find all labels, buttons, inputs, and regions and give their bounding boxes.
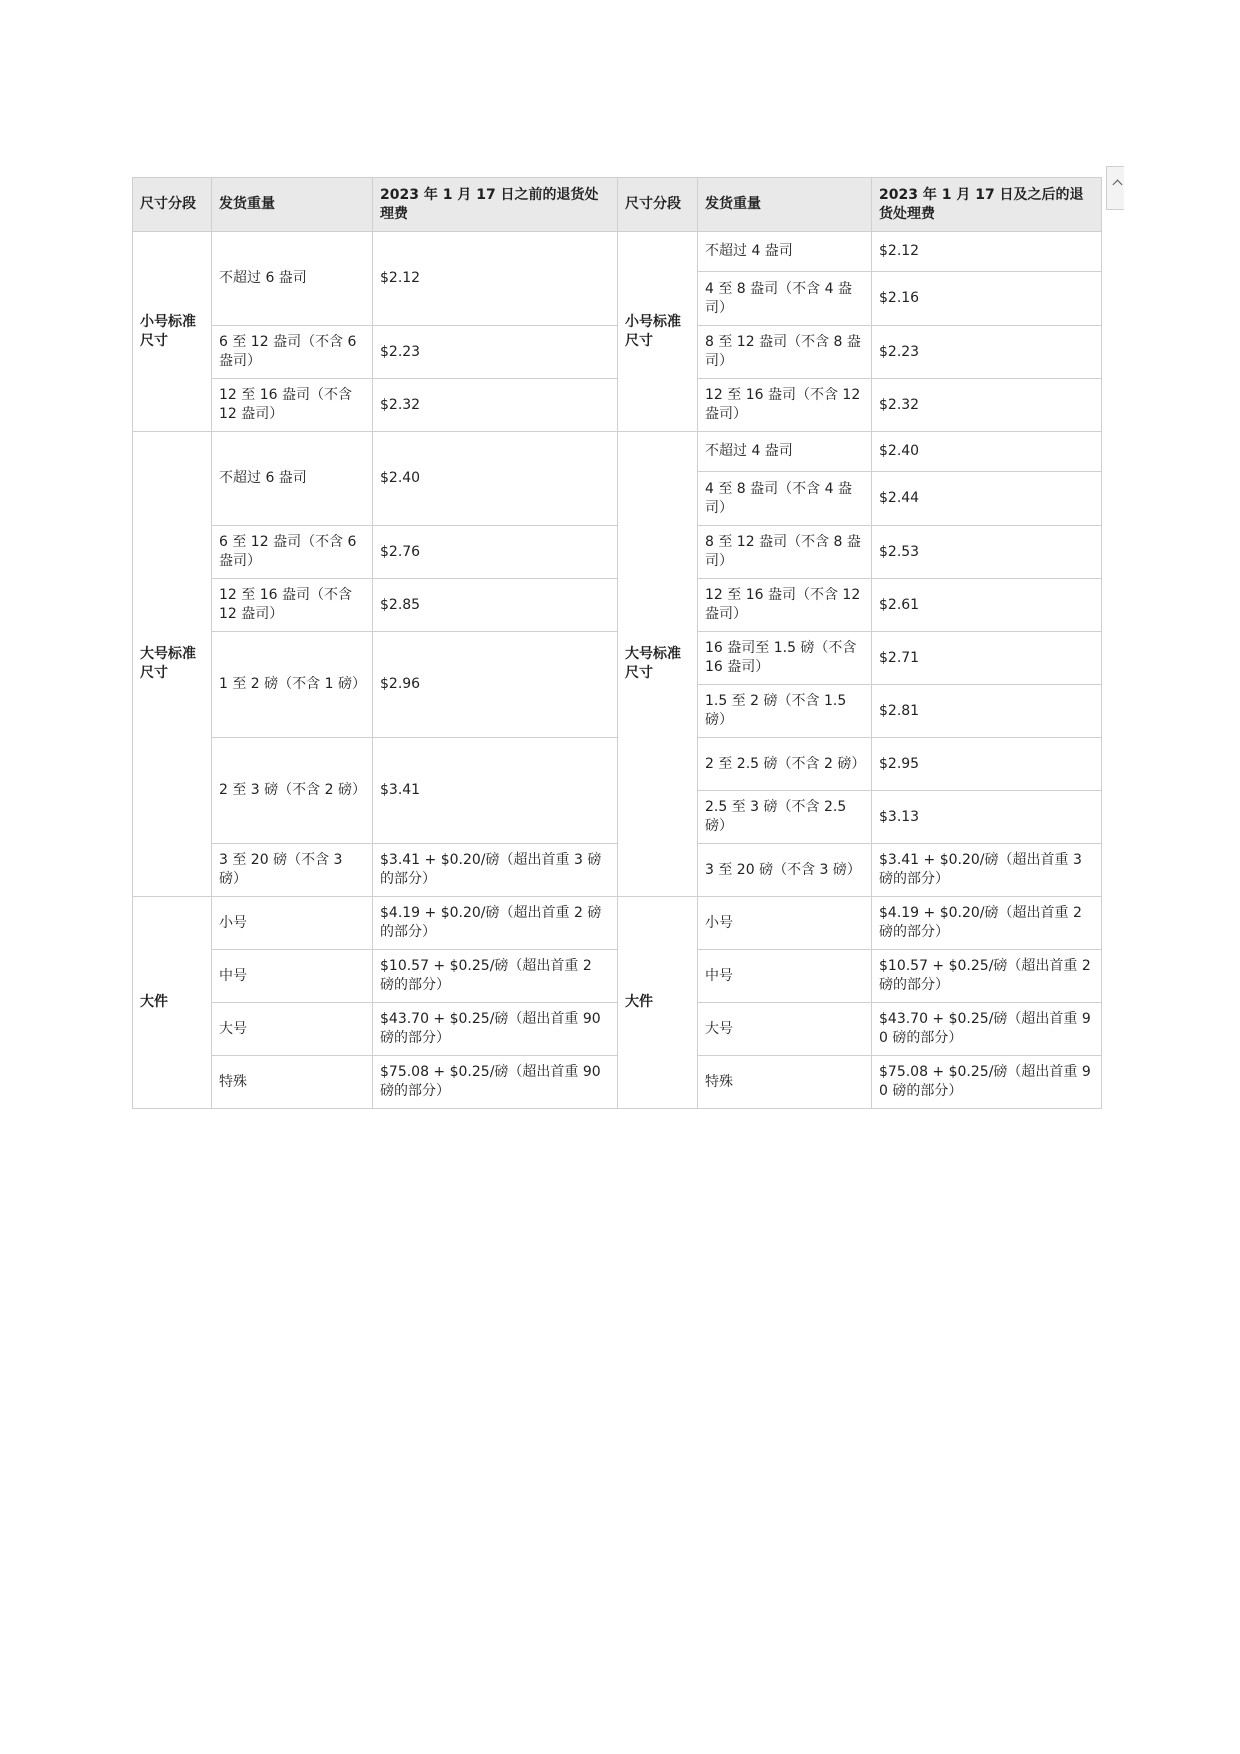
fee-cell: $2.23 — [872, 326, 1102, 379]
chevron-up-icon — [1113, 180, 1123, 190]
weight-cell: 4 至 8 盎司（不含 4 盎司） — [698, 472, 872, 526]
weight-cell: 2 至 2.5 磅（不含 2 磅） — [698, 738, 872, 791]
fee-cell: $2.40 — [872, 432, 1102, 472]
fee-cell: $43.70 + $0.25/磅（超出首重 90 磅的部分） — [872, 1003, 1102, 1056]
header-weight-before: 发货重量 — [212, 178, 373, 232]
fee-cell: $2.76 — [373, 526, 618, 579]
weight-cell: 大号 — [698, 1003, 872, 1056]
table-row — [133, 897, 1102, 950]
fee-cell: $2.44 — [872, 472, 1102, 526]
weight-cell: 1.5 至 2 磅（不含 1.5 磅） — [698, 685, 872, 738]
return-fee-table — [132, 177, 1102, 1109]
tier-oversize-after: 大件 — [618, 897, 698, 1109]
fee-cell: $75.08 + $0.25/磅（超出首重 90 磅的部分） — [373, 1056, 618, 1109]
table-row — [133, 738, 1102, 791]
fee-cell: $10.57 + $0.25/磅（超出首重 2 磅的部分） — [872, 950, 1102, 1003]
table-row — [133, 1003, 1102, 1056]
header-size-tier-before: 尺寸分段 — [133, 178, 212, 232]
weight-cell: 2.5 至 3 磅（不含 2.5 磅） — [698, 791, 872, 844]
scroll-top-tab[interactable] — [1106, 166, 1124, 210]
weight-cell: 不超过 4 盎司 — [698, 232, 872, 272]
header-fee-before: 2023 年 1 月 17 日之前的退货处理费 — [373, 178, 618, 232]
table-header-row — [133, 178, 1102, 232]
fee-cell: $2.95 — [872, 738, 1102, 791]
table-row — [133, 526, 1102, 579]
fee-cell: $10.57 + $0.25/磅（超出首重 2 磅的部分） — [373, 950, 618, 1003]
table-row — [133, 1056, 1102, 1109]
fee-cell: $3.41 + $0.20/磅（超出首重 3 磅的部分） — [373, 844, 618, 897]
weight-cell: 6 至 12 盎司（不含 6 盎司） — [212, 526, 373, 579]
fee-cell: $2.85 — [373, 579, 618, 632]
fee-cell: $75.08 + $0.25/磅（超出首重 90 磅的部分） — [872, 1056, 1102, 1109]
fee-cell: $2.23 — [373, 326, 618, 379]
weight-cell: 16 盎司至 1.5 磅（不含 16 盎司） — [698, 632, 872, 685]
weight-cell: 小号 — [212, 897, 373, 950]
weight-cell: 小号 — [698, 897, 872, 950]
tier-large-standard-before: 大号标准尺寸 — [133, 432, 212, 897]
weight-cell: 3 至 20 磅（不含 3 磅） — [212, 844, 373, 897]
table-row — [133, 579, 1102, 632]
table-row — [133, 632, 1102, 685]
tier-small-standard-before: 小号标准尺寸 — [133, 232, 212, 432]
fee-cell: $2.32 — [373, 379, 618, 432]
tier-large-standard-after: 大号标准尺寸 — [618, 432, 698, 897]
header-weight-after: 发货重量 — [698, 178, 872, 232]
weight-cell: 12 至 16 盎司（不含 12 盎司） — [212, 379, 373, 432]
fee-cell: $2.12 — [373, 232, 618, 326]
fee-cell: $2.61 — [872, 579, 1102, 632]
tier-small-standard-after: 小号标准尺寸 — [618, 232, 698, 432]
fee-cell: $4.19 + $0.20/磅（超出首重 2 磅的部分） — [373, 897, 618, 950]
fee-cell: $2.96 — [373, 632, 618, 738]
fee-cell: $43.70 + $0.25/磅（超出首重 90 磅的部分） — [373, 1003, 618, 1056]
weight-cell: 12 至 16 盎司（不含 12 盎司） — [212, 579, 373, 632]
table-row — [133, 950, 1102, 1003]
fee-cell: $3.41 — [373, 738, 618, 844]
fee-cell: $3.41 + $0.20/磅（超出首重 3 磅的部分） — [872, 844, 1102, 897]
weight-cell: 2 至 3 磅（不含 2 磅） — [212, 738, 373, 844]
weight-cell: 不超过 4 盎司 — [698, 432, 872, 472]
weight-cell: 大号 — [212, 1003, 373, 1056]
weight-cell: 6 至 12 盎司（不含 6 盎司） — [212, 326, 373, 379]
weight-cell: 12 至 16 盎司（不含 12 盎司） — [698, 379, 872, 432]
table-row — [133, 379, 1102, 432]
fee-cell: $2.12 — [872, 232, 1102, 272]
fee-cell: $4.19 + $0.20/磅（超出首重 2 磅的部分） — [872, 897, 1102, 950]
weight-cell: 不超过 6 盎司 — [212, 432, 373, 526]
table-row — [133, 432, 1102, 472]
weight-cell: 特殊 — [698, 1056, 872, 1109]
fee-cell: $2.81 — [872, 685, 1102, 738]
tier-oversize-before: 大件 — [133, 897, 212, 1109]
fee-cell: $3.13 — [872, 791, 1102, 844]
weight-cell: 3 至 20 磅（不含 3 磅） — [698, 844, 872, 897]
weight-cell: 4 至 8 盎司（不含 4 盎司） — [698, 272, 872, 326]
weight-cell: 12 至 16 盎司（不含 12 盎司） — [698, 579, 872, 632]
weight-cell: 中号 — [698, 950, 872, 1003]
table-row — [133, 844, 1102, 897]
fee-cell: $2.53 — [872, 526, 1102, 579]
weight-cell: 8 至 12 盎司（不含 8 盎司） — [698, 526, 872, 579]
header-size-tier-after: 尺寸分段 — [618, 178, 698, 232]
fee-cell: $2.40 — [373, 432, 618, 526]
weight-cell: 不超过 6 盎司 — [212, 232, 373, 326]
fee-cell: $2.16 — [872, 272, 1102, 326]
header-fee-after: 2023 年 1 月 17 日及之后的退货处理费 — [872, 178, 1102, 232]
weight-cell: 特殊 — [212, 1056, 373, 1109]
table-row — [133, 232, 1102, 272]
fee-cell: $2.32 — [872, 379, 1102, 432]
table-row — [133, 326, 1102, 379]
weight-cell: 中号 — [212, 950, 373, 1003]
weight-cell: 1 至 2 磅（不含 1 磅） — [212, 632, 373, 738]
weight-cell: 8 至 12 盎司（不含 8 盎司） — [698, 326, 872, 379]
fee-cell: $2.71 — [872, 632, 1102, 685]
